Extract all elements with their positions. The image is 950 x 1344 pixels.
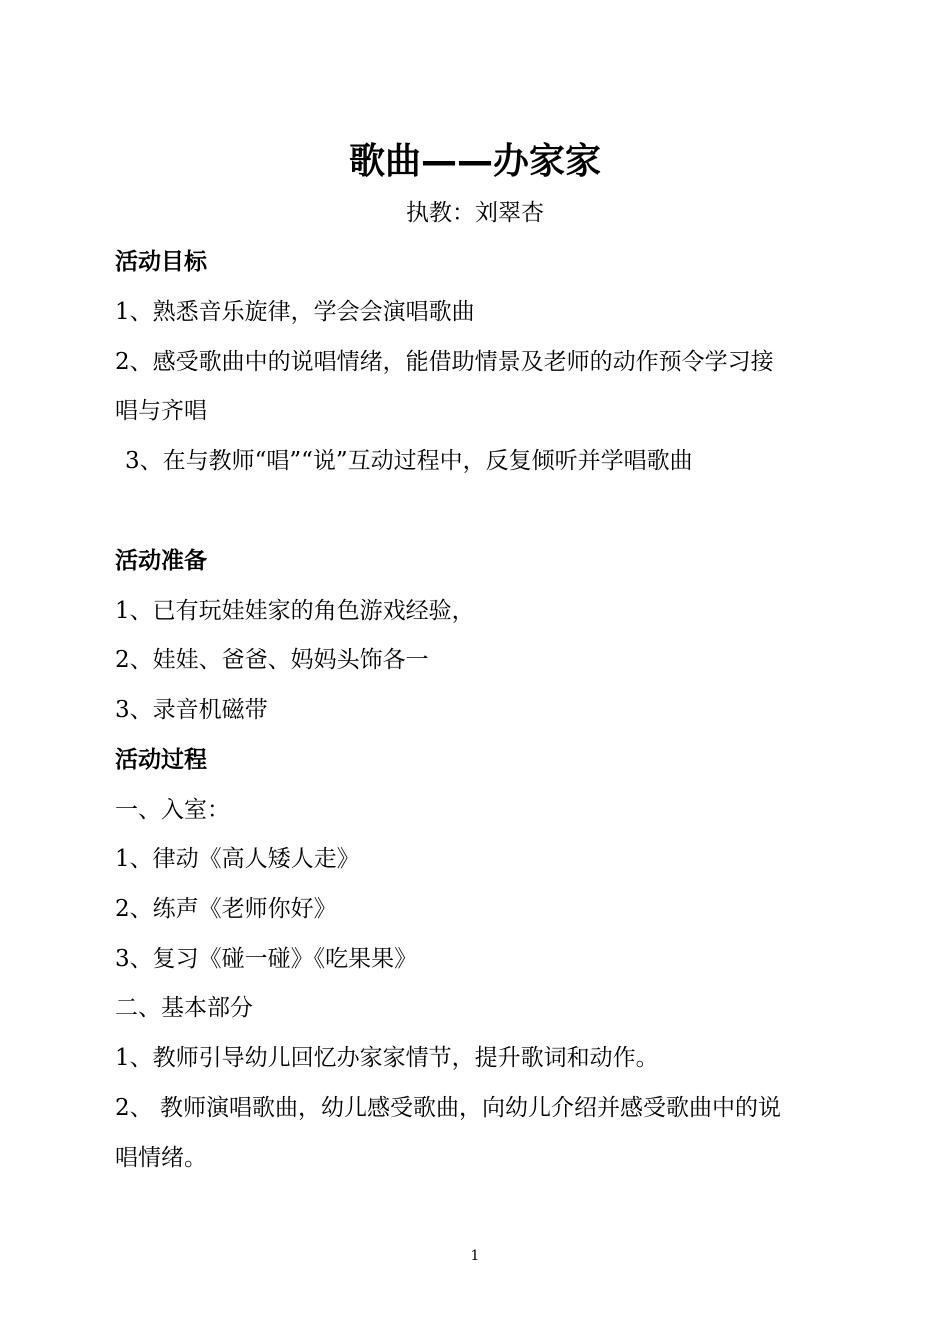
preparation-item: 1、已有玩娃娃家的角色游戏经验， — [115, 598, 475, 624]
section-heading-preparation: 活动准备 — [115, 548, 207, 574]
section-heading-process: 活动过程 — [115, 747, 207, 773]
goal-item: 3、在与教师“唱”“说”互动过程中，反复倾听并学唱歌曲 — [125, 448, 693, 474]
process-item: 2、练声《老师你好》 — [115, 896, 337, 922]
process-item: 1、教师引导幼儿回忆办家家情节，提升歌词和动作。 — [115, 1045, 659, 1071]
preparation-item: 3、录音机磁带 — [115, 697, 268, 723]
preparation-item: 2、娃娃、爸爸、妈妈头饰各一 — [115, 647, 429, 673]
goal-item: 2、感受歌曲中的说唱情绪，能借助情景及老师的动作预令学习接 — [115, 349, 774, 375]
process-item: 1、律动《高人矮人走》 — [115, 846, 360, 872]
process-item: 二、基本部分 — [115, 995, 253, 1021]
section-heading-goals: 活动目标 — [115, 249, 207, 275]
process-item: 一、入室： — [115, 797, 230, 823]
process-item: 2、 教师演唱歌曲，幼儿感受歌曲，向幼儿介绍并感受歌曲中的说 — [115, 1095, 781, 1121]
page-number: 1 — [470, 1248, 480, 1264]
document-title: 歌曲——办家家 — [348, 141, 601, 182]
goal-item: 1、熟悉音乐旋律，学会会演唱歌曲 — [115, 299, 475, 325]
process-item: 3、复习《碰一碰》《吃果果》 — [115, 946, 418, 972]
goal-item-continuation: 唱与齐唱 — [115, 398, 207, 424]
process-item-continuation: 唱情绪。 — [115, 1145, 207, 1171]
author-line: 执教：刘翠杏 — [406, 200, 544, 226]
